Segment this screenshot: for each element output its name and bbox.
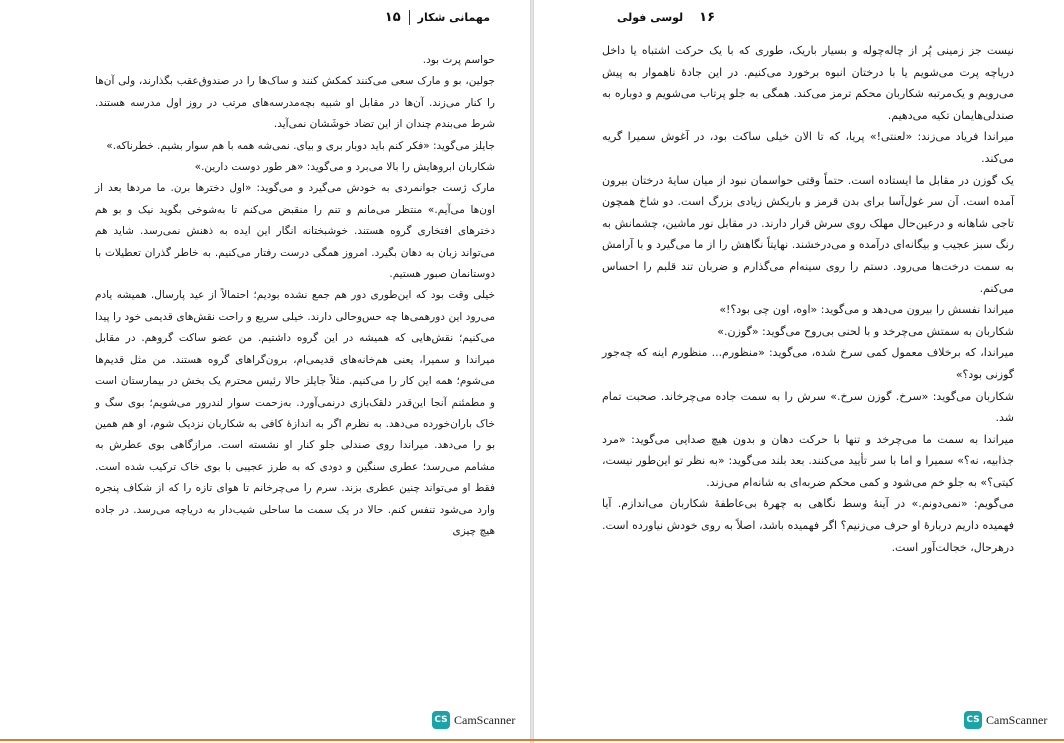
scan-bottom-edge: [0, 739, 1064, 741]
paragraph: شکاربان به سمتش می‌چرخد و با لحنی بی‌روح می‌گوید: «گوزن.»: [717, 324, 1014, 338]
paragraph: خیلی وقت بود که این‌طوری دور هم جمع نشده بودیم؛ احتمالاً از عید پارسال. همیشه یادم می‌رود این دورهمی‌ها چه حس‌وحالی دارند. خیلی سریع و راحت نقش‌های قدیمی خود را پیدا می‌کنیم؛ نقش‌هایی که همیشه در این گروه داشتیم. من عضو ساکت گروهم. در مقابل میراندا و سمیرا، یعنی هم‌خانه‌های قدیمی‌ام، برون‌گراهای گروه هستند. من مثل قدیم‌ها می‌شوم؛ همه این کار را می‌کنیم. مثلاً جایلز حالا رئیس محترم یک بخش در بیمارستان است و مطمئنم آنجا این‌قدر دلقک‌بازی درنمی‌آورد. به‌زحمت سوار لندرور می‌شویم؛ بوی سگ و خاک باران‌خورده می‌دهد. به نظرم اگر به اندازهٔ کافی به شکاربان نزدیک شوم، او هم همین بو را می‌دهد. میراندا روی صندلی جلو کنار او نشسته است. مرازگاهی بوی عطرش به مشامم می‌رسد؛ عطری سنگین و دودی که به طرز عجیبی با بوی خاک ترکیب شده است. فقط او می‌تواند چنین عطری بزند. سرم را می‌چرخانم تا هوای تازه را که از شکاف پنجره وارد می‌شود تنفس کنم. حالا در یک سمت ما ساحلی شیب‌دار به دریاچه می‌رسد. در جاده هیچ چیزی: [95, 289, 495, 537]
camscanner-logo-icon: CS: [964, 711, 982, 729]
paragraph: میراندا به سمت ما می‌چرخد و تنها با حرکت دهان و بدون هیچ صدایی می‌گوید: «مرد جذابیه، نه؟» سمیرا و اما با سر تأیید می‌کنند. بعد بلند می‌گوید: «به نظر تو این‌طور نیست، کیتی؟» به جلو خم می‌شود و کمی محکم ضربه‌ای به شانه‌ام می‌زند.: [602, 432, 1014, 489]
camscanner-logo-icon: CS: [432, 711, 450, 729]
left-page-header: [98, 10, 498, 25]
camscanner-watermark: [964, 711, 1047, 729]
right-header-title: لوسی فولی: [617, 11, 684, 24]
paragraph: نیست جز زمینی پُر از چاله‌چوله و بسیار باریک، طوری که با یک حرکت اشتباه یا داخل دریاچه پرت می‌شویم یا با درختان انبوه برخورد می‌کنیم. در این جادهٔ ناهموار به پیش می‌رویم و یک‌مرتبه شکاربان محکم ترمز می‌کند. همگی به جلو پرتاب می‌شویم و دوباره به صندلی‌هایمان تکیه می‌دهیم.: [602, 44, 1014, 122]
camscanner-label: CamScanner: [454, 712, 516, 727]
right-page-body: [602, 40, 1014, 558]
paragraph: میراندا فریاد می‌زند: «لعنتی!» پریا، که تا الان خیلی ساکت بود، در آغوش سمیرا گریه می‌کند.: [602, 130, 1014, 165]
right-page-header: [609, 10, 1019, 25]
paragraph: حواسم پرت بود.: [422, 54, 495, 66]
paragraph: شکاربان ابروهایش را بالا می‌برد و می‌گوید: «هر طور دوست دارین.»: [194, 161, 495, 174]
paragraph: جایلز می‌گوید: «فکر کنم باید دوبار بری و بیای. نمی‌شه همه با هم سوار بشیم. خطرناکه.»: [106, 139, 495, 152]
camscanner-label: CamScanner: [986, 712, 1048, 727]
left-page: [0, 0, 530, 743]
right-page-number: ۱۶: [699, 10, 716, 25]
left-header-title: مهمانی شکار: [417, 11, 490, 24]
header-separator: [409, 10, 410, 25]
paragraph: میراندا نفسش را بیرون می‌دهد و می‌گوید: «اوه، اون چی بود؟!»: [719, 303, 1014, 317]
paragraph: یک گوزن در مقابل ما ایستاده است. حتماً وقتی حواسمان نبود از میان سایهٔ درختان بیرون آمده است. آن سر غول‌آسا برای بدن قرمز و باریکش زیادی بزرگ است. دو شاخ همچون تاجی شاهانه و درعین‌حال مهلک روی سرش قرار دارند. در مقابل نور ماشین، چشمانش به رنگ سبز عجیب و بیگانه‌ای درآمده و می‌درخشند. نهایتاً نگاهش را از ما می‌گیرد و با آرامش به سمت درخت‌ها می‌رود. دستم را روی سینه‌ام می‌گذارم و ضربان تند قلبم را احساس می‌کنم.: [602, 173, 1014, 295]
left-page-body: [95, 50, 495, 542]
paragraph: شکاربان می‌گوید: «سرخ. گوزن سرخ.» سرش را به سمت جاده می‌چرخاند. صحبت تمام شد.: [602, 389, 1014, 425]
paragraph: می‌گویم: «نمی‌دونم.» در آینهٔ وسط نگاهی به چهرهٔ بی‌عاطفهٔ شکاربان می‌اندازم. آیا فهمیده داریم دربارهٔ او حرف می‌زنیم؟ اگر فهمیده باشد، اصلاً به روی خودش نیاورده است. درهرحال، خجالت‌آور است.: [602, 497, 1014, 554]
paragraph: میراندا، که برخلاف معمول کمی سرخ شده، می‌گوید: «منظورم... منظورم اینه که چه‌جور گوزنی بود؟»: [602, 346, 1014, 381]
paragraph: جولین، بو و مارک سعی می‌کنند کمکش کنند و ساک‌ها را در صندوق‌عقب بگذارند، ولی آن‌ها را کنار می‌زند. آن‌ها در مقابل او شبیه بچه‌مدرسه‌های مرتب در روز اول مدرسه هستند. شرط می‌بندم چندان از این تضاد خوشَشان نمی‌آید.: [95, 75, 495, 131]
left-page-number: ۱۵: [384, 10, 401, 25]
camscanner-watermark: [432, 711, 515, 729]
paragraph: مارک ژست جوانمردی به خودش می‌گیرد و می‌گوید: «اول دخترها برن. ما مردها بعد از اون‌ها می‌آیم.» منتظر می‌مانم و تنم را منقبض می‌کنم تا به‌شوخی بگوید نیک و بو هم دخترهای افتخاری گروه هستند. خوشبختانه انگار این ایده به ذهنش نمی‌رسد. شاید هم می‌تواند زبان به دهان بگیرد. امروز همگی درست رفتار می‌کنیم. به خاطر گذران تعطیلات با دوستانمان صبور هستیم.: [95, 182, 495, 281]
right-page: [534, 0, 1064, 743]
